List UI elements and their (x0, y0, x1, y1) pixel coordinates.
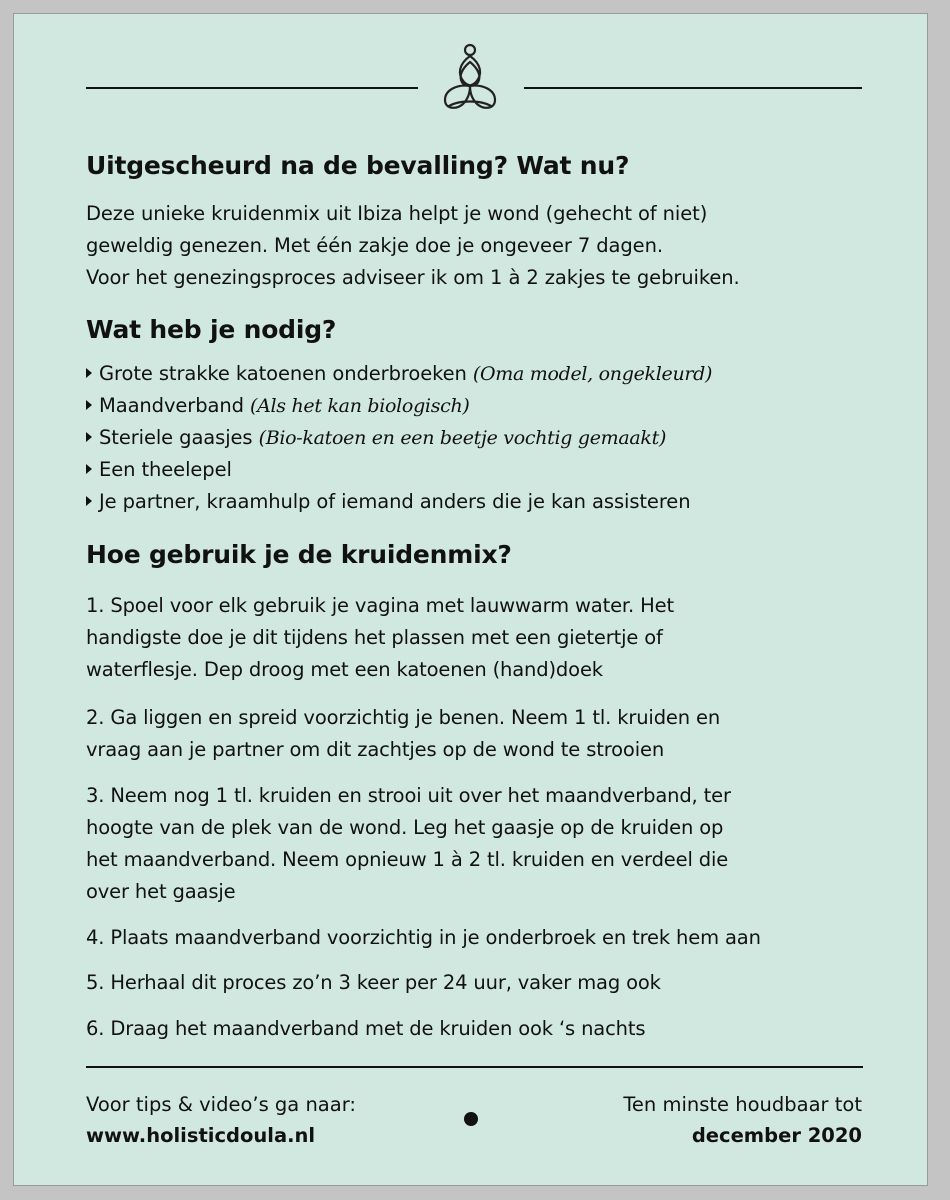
needs-item-label: Een theelepel (99, 458, 232, 481)
needs-item (86, 390, 470, 422)
intro-text (86, 198, 876, 294)
needs-item (86, 486, 690, 518)
usage-step-line: vraag aan je partner om dit zachtjes op de wond te strooien (86, 738, 665, 761)
usage-step-line: hoogte van de plek van de wond. Leg het gaasje op de kruiden op (86, 816, 724, 839)
needs-item-note: (Bio-katoen en een beetje vochtig gemaakt) (258, 427, 667, 449)
bottom-divider (86, 1066, 863, 1068)
top-divider-right (524, 87, 862, 89)
footer-expiry (623, 1089, 862, 1151)
usage-step (86, 780, 876, 908)
top-divider-left (86, 87, 418, 89)
bullet-triangle-icon (86, 368, 92, 378)
usage-step-line: handigste doe je dit tijdens het plassen met een gietertje of (86, 626, 663, 649)
doula-knot-icon (437, 40, 503, 112)
footer-expiry-label: Ten minste houdbaar tot (623, 1093, 862, 1116)
usage-step-line: het maandverband. Neem opnieuw 1 à 2 tl. kruiden en verdeel die (86, 848, 729, 871)
usage-step-line: 1. Spoel voor elk gebruik je vagina met lauwwarm water. Het (86, 594, 674, 617)
usage-step-line: over het gaasje (86, 880, 236, 903)
needs-item-label: Steriele gaasjes (99, 426, 253, 449)
usage-step-line: 4. Plaats maandverband voorzichtig in je onderbroek en trek hem aan (86, 926, 761, 949)
needs-item (86, 454, 232, 486)
bullet-triangle-icon (86, 432, 92, 442)
usage-step (86, 702, 876, 766)
intro-line: Deze unieke kruidenmix uit Ibiza helpt je wond (gehecht of niet) (86, 202, 708, 225)
footer-expiry-date: december 2020 (691, 1124, 862, 1147)
needs-title: Wat heb je nodig? (86, 315, 337, 344)
footer-tips-label: Voor tips & video’s ga naar: (86, 1093, 356, 1116)
usage-step (86, 967, 876, 999)
bullet-triangle-icon (86, 496, 92, 506)
intro-line: Voor het genezingsproces adviseer ik om 1 à 2 zakjes te gebruiken. (86, 266, 740, 289)
needs-item-label: Maandverband (99, 394, 244, 417)
usage-step (86, 1013, 876, 1045)
needs-item (86, 358, 712, 390)
needs-item-note: (Als het kan biologisch) (250, 395, 470, 417)
usage-step-line: 2. Ga liggen en spreid voorzichtig je benen. Neem 1 tl. kruiden en (86, 706, 721, 729)
usage-step (86, 922, 876, 954)
bullet-dot-icon (464, 1112, 478, 1126)
needs-item-label: Je partner, kraamhulp of iemand anders die je kan assisteren (99, 490, 691, 513)
usage-step (86, 590, 876, 686)
usage-step-line: waterflesje. Dep droog met een katoenen (hand)doek (86, 658, 603, 681)
needs-item-note: (Oma model, ongekleurd) (472, 363, 713, 385)
footer-url[interactable]: www.holisticdoula.nl (86, 1124, 316, 1147)
needs-item (86, 422, 666, 454)
usage-title: Hoe gebruik je de kruidenmix? (86, 540, 512, 569)
usage-step-line: 3. Neem nog 1 tl. kruiden en strooi uit over het maandverband, ter (86, 784, 731, 807)
intro-title: Uitgescheurd na de bevalling? Wat nu? (86, 151, 630, 180)
needs-item-label: Grote strakke katoenen onderbroeken (99, 362, 467, 385)
intro-line: geweldig genezen. Met één zakje doe je ongeveer 7 dagen. (86, 234, 663, 257)
footer-tips (86, 1089, 356, 1151)
usage-step-line: 5. Herhaal dit proces zo’n 3 keer per 24 uur, vaker mag ook (86, 971, 661, 994)
bullet-triangle-icon (86, 400, 92, 410)
usage-step-line: 6. Draag het maandverband met de kruiden ook ‘s nachts (86, 1017, 646, 1040)
bullet-triangle-icon (86, 464, 92, 474)
